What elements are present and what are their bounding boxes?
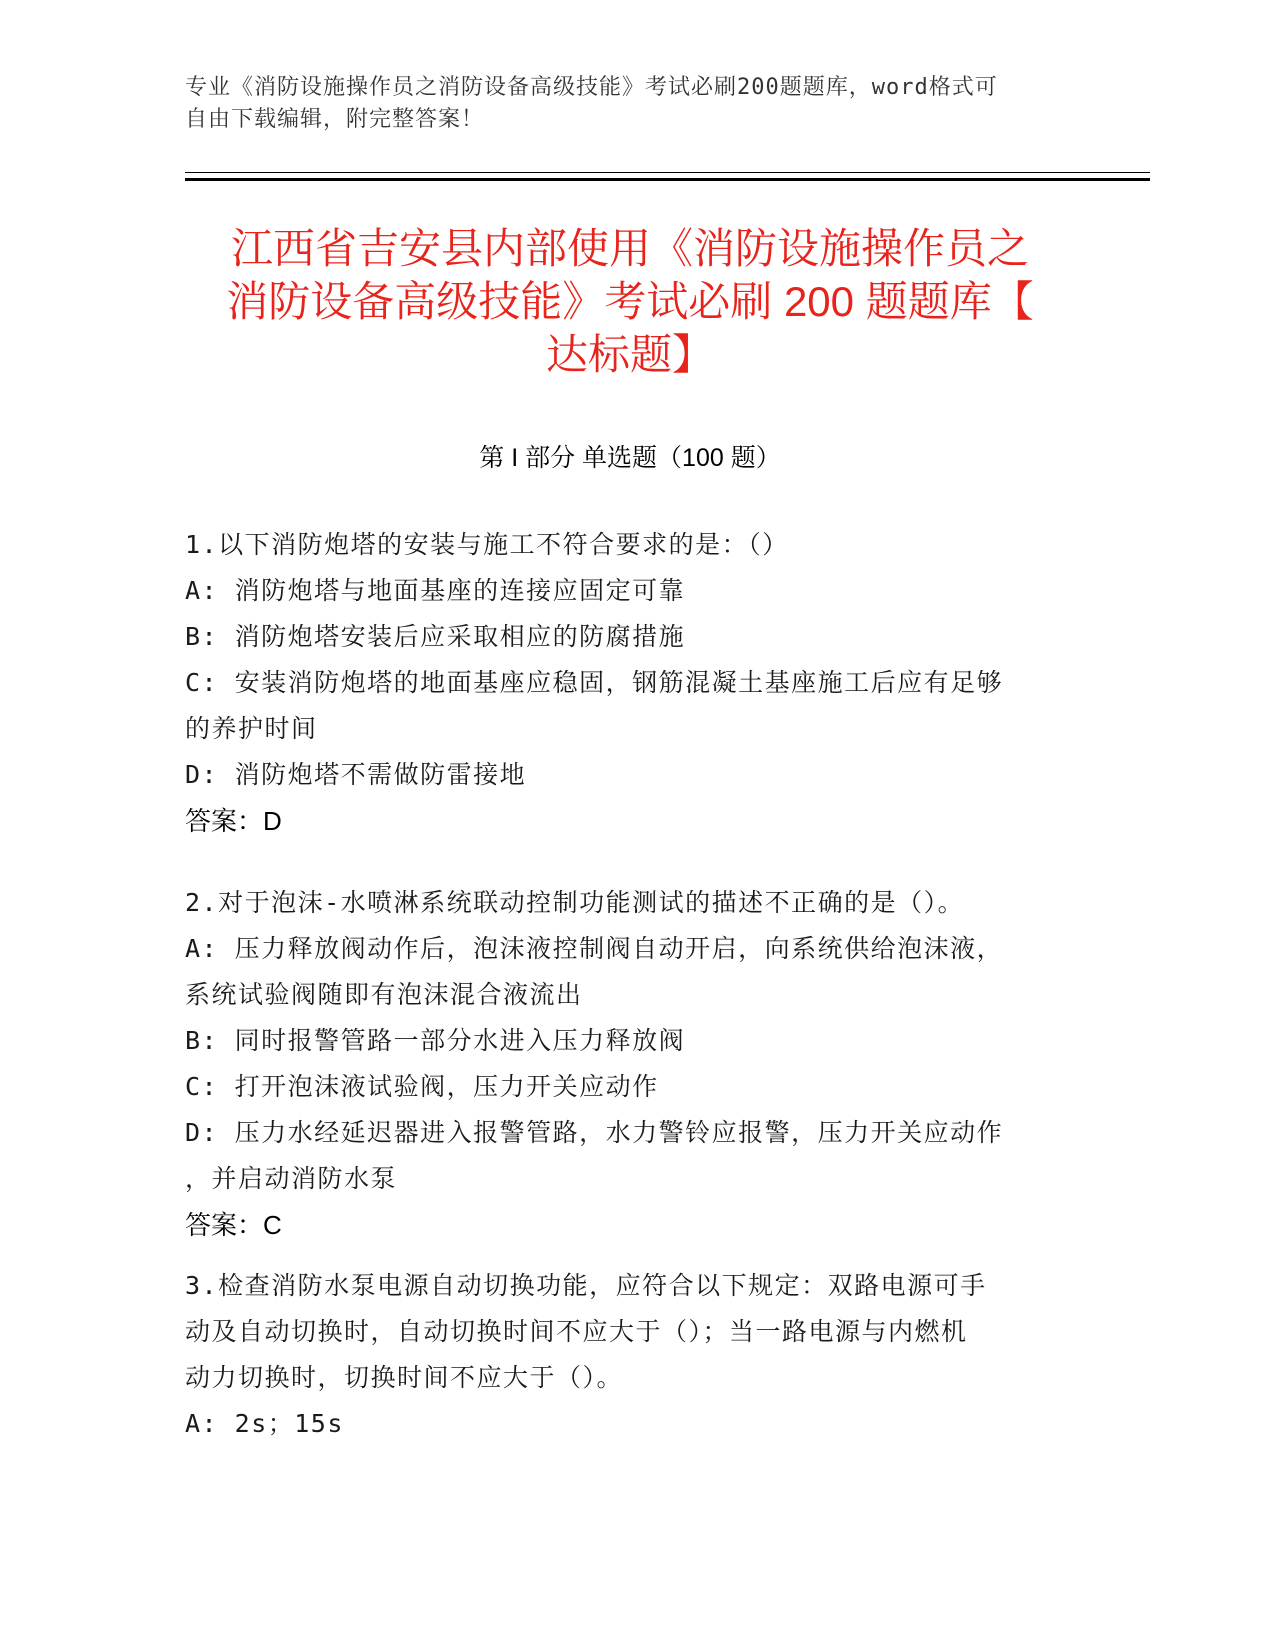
question-stem: 动力切换时，切换时间不应大于（）。 [185,1363,624,1392]
question-stem: 3.检查消防水泵电源自动切换功能，应符合以下规定：双路电源可手 [185,1271,987,1300]
option-line: B: 消防炮塔安装后应采取相应的防腐措施 [185,622,686,651]
option-a [185,568,1080,614]
title-line: 江西省吉安县内部使用《消防设施操作员之 [230,225,1029,272]
question-1 [185,522,1080,844]
document-title [185,222,1075,381]
intro-line: 专业《消防设施操作员之消防设备高级技能》考试必刷200题题库，word格式可 [185,75,998,100]
header-divider-thin [185,172,1150,173]
section-heading: 第 I 部分 单选题（100 题） [479,444,781,472]
option-line: 系统试验阀随即有泡沫混合液流出 [185,980,583,1009]
option-c [185,660,1080,752]
option-line: ，并启动消防水泵 [185,1164,398,1193]
question-2 [185,880,1080,1248]
intro-text [185,72,1065,136]
option-d [185,1110,1080,1202]
option-b [185,1018,1080,1064]
header-divider-thick [185,178,1150,181]
intro-line: 自由下载编辑，附完整答案！ [185,107,485,132]
option-a [185,926,1080,1018]
title-line: 达标题】 [545,331,714,378]
option-line: 的养护时间 [185,714,318,743]
option-line: A: 消防炮塔与地面基座的连接应固定可靠 [185,576,686,605]
option-line: A: 压力释放阀动作后，泡沫液控制阀自动开启，向系统供给泡沫液， [185,934,1004,963]
question-stem: 动及自动切换时，自动切换时间不应大于（）；当一路电源与内燃机 [185,1317,968,1346]
option-line: C: 安装消防炮塔的地面基座应稳固，钢筋混凝土基座施工后应有足够 [185,668,1004,697]
option-line: D: 压力水经延迟器进入报警管路，水力警铃应报警，压力开关应动作 [185,1118,1004,1147]
option-line: D: 消防炮塔不需做防雷接地 [185,760,527,789]
option-d [185,752,1080,798]
question-3 [185,1263,1080,1447]
title-line: 消防设备高级技能》考试必刷 200 题题库【 [226,278,1034,325]
option-a [185,1401,1080,1447]
option-line: A: 2s；15s [185,1409,344,1438]
option-line: C: 打开泡沫液试验阀，压力开关应动作 [185,1072,659,1101]
answer-label: 答案：C [185,1210,282,1240]
option-b [185,614,1080,660]
answer-label: 答案：D [185,806,282,836]
question-stem: 2.对于泡沫-水喷淋系统联动控制功能测试的描述不正确的是（）。 [185,888,965,917]
question-stem: 1.以下消防炮塔的安装与施工不符合要求的是：（） [185,530,789,559]
option-c [185,1064,1080,1110]
option-line: B: 同时报警管路一部分水进入压力释放阀 [185,1026,686,1055]
